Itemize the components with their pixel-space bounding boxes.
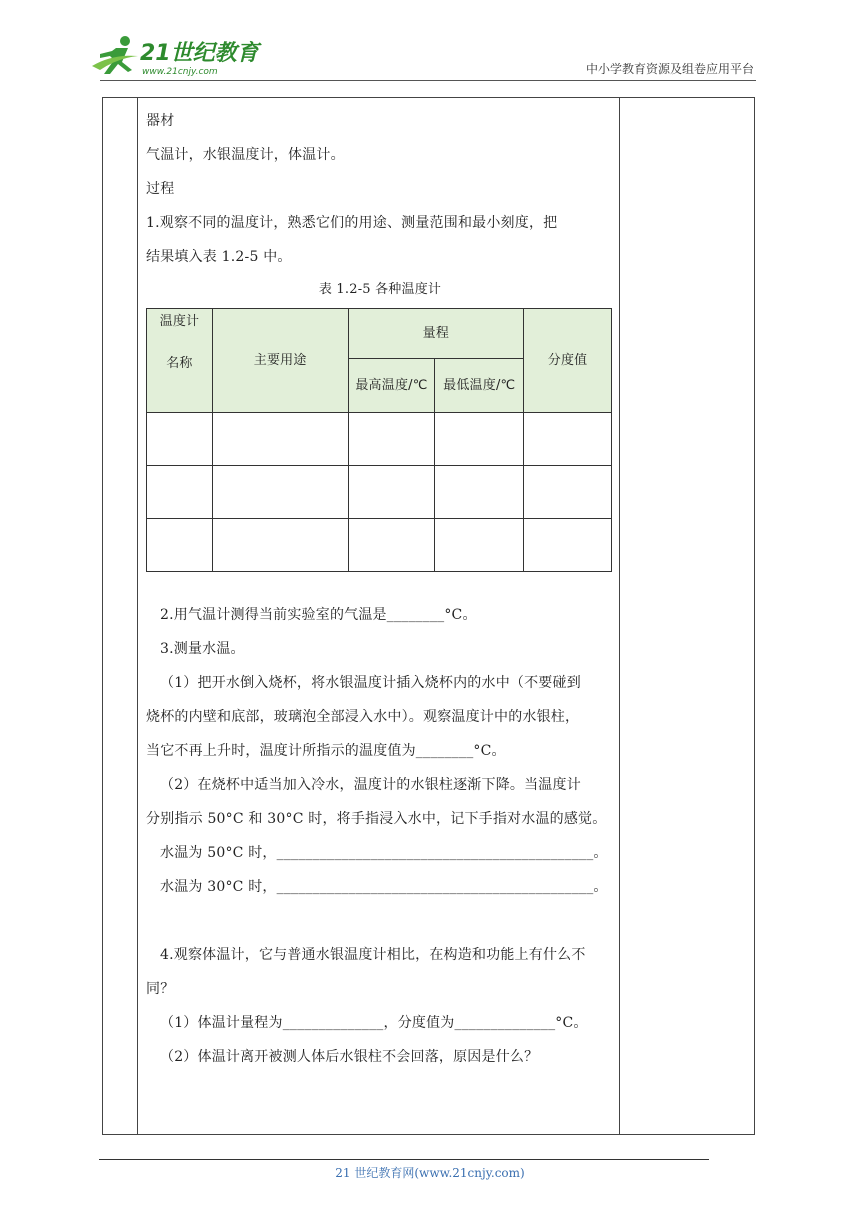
21cnjy-logo [92, 34, 267, 82]
header-divider [100, 80, 756, 81]
table-cell[interactable] [348, 466, 435, 519]
header-main-use: 主要用途 [212, 309, 348, 413]
water-50-answer: 水温为 50°C 时，____________________________________________。 [160, 845, 608, 861]
frame-right-divider [619, 97, 620, 1135]
step4-line1: 4.观察体温计，它与普通水银温度计相比，在构造和功能上有什么不 [160, 947, 586, 963]
step3-2-line2: 分别指示 50°C 和 30°C 时，将手指浸入水中，记下手指对水温的感觉。 [146, 811, 607, 827]
step4-line2: 同？ [146, 981, 175, 997]
step4-1: （1）体温计量程为______________，分度值为______________°C。 [160, 1015, 588, 1031]
table-row [147, 413, 612, 466]
process-heading: 过程 [146, 181, 175, 197]
thermometer-table [146, 308, 612, 572]
table-cell[interactable] [147, 466, 213, 519]
step3-1-line2: 烧杯的内壁和底部，玻璃泡全部浸入水中）。观察温度计中的水银柱， [146, 709, 580, 725]
header-min-temp: 最低温度/℃ [435, 359, 524, 413]
water-30-answer: 水温为 30°C 时，____________________________________________。 [160, 879, 608, 895]
table-cell[interactable] [524, 519, 612, 572]
equipment-heading: 器材 [146, 113, 175, 129]
equipment-list: 气温计，水银温度计，体温计。 [146, 147, 345, 163]
frame-left-divider [137, 97, 138, 1135]
table-cell[interactable] [348, 519, 435, 572]
table-cell[interactable] [524, 466, 612, 519]
step3-1-line3: 当它不再上升时，温度计所指示的温度值为________°C。 [146, 743, 506, 759]
table-cell[interactable] [435, 413, 524, 466]
table-cell[interactable] [147, 519, 213, 572]
table-cell[interactable] [435, 466, 524, 519]
logo-url: www.21cnjy.com [142, 67, 218, 77]
footer-text: 21 世纪教育网(www.21cnjy.com) [335, 1166, 525, 1180]
header-thermometer-name: 温度计 名称 [147, 309, 213, 413]
step1-line2: 结果填入表 1.2-5 中。 [146, 249, 292, 265]
header-division: 分度值 [524, 309, 612, 413]
table-cell[interactable] [147, 413, 213, 466]
header-max-temp: 最高温度/℃ [348, 359, 435, 413]
table-cell[interactable] [524, 413, 612, 466]
experiment-content [146, 104, 614, 1074]
table-row [147, 519, 612, 572]
step3-1-line1: （1）把开水倒入烧杯，将水银温度计插入烧杯内的水中（不要碰到 [160, 675, 581, 691]
table-cell[interactable] [212, 466, 348, 519]
step1-line1: 1.观察不同的温度计，熟悉它们的用途、测量范围和最小刻度，把 [146, 215, 558, 231]
table-caption: 表 1.2-5 各种温度计 [318, 282, 442, 297]
table-cell[interactable] [212, 519, 348, 572]
table-row [147, 466, 612, 519]
table-cell[interactable] [212, 413, 348, 466]
table-cell[interactable] [348, 413, 435, 466]
header-platform-text: 中小学教育资源及组卷应用平台 [585, 62, 754, 76]
step3-2-line1: （2）在烧杯中适当加入冷水，温度计的水银柱逐渐下降。当温度计 [160, 777, 581, 793]
header-range: 量程 [348, 309, 524, 359]
table-cell[interactable] [435, 519, 524, 572]
step2: 2.用气温计测得当前实验室的气温是________°C。 [160, 607, 477, 623]
step3: 3.测量水温。 [160, 641, 245, 657]
footer-divider [99, 1159, 709, 1160]
logo-text: 21世纪教育 [140, 41, 259, 66]
step4-2: （2）体温计离开被测人体后水银柱不会回落，原因是什么？ [160, 1049, 539, 1065]
